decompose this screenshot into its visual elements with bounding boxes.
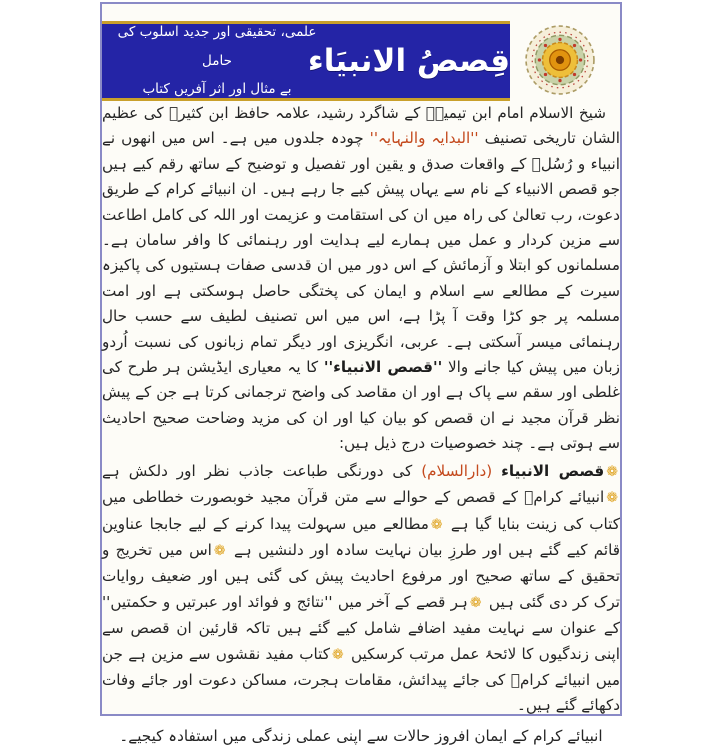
book-page [100,2,622,745]
book-name-qasas: ''قصص الانبیاء'' [323,358,443,377]
subtitle-line-1: علمی، تحقیقی اور جدید اسلوب کی حامل [117,24,317,69]
book-subtitle [102,18,332,103]
feature-2-text: انبیائے کرامؑ کے قصص کے حوالے سے متن قرآن مجید خوبصورت خطاطی میں کتاب کی زینت بنایا گیا ہے [102,488,621,533]
flower-bullet-icon: ❁ [331,646,344,663]
intro-paragraph [102,101,620,457]
intro-text-1: شیخ الاسلام امام ابن تیمیہؒ کے شاگرد رشید، علامہ حافظ ابن کثیرؒ کی عظیم الشان تاریخی تصنیف [102,104,620,148]
header-banner [102,21,510,101]
flower-medallion-icon [524,24,596,96]
flower-bullet-icon: ❁ [606,490,618,507]
intro-text-3: کا یہ معیاری ایڈیشن ہر طرح کی غلطی اور سقم سے پاک ہے اور ان مقاصد کی واضح ترجمانی کرتا ہے جن کے پیش نظر قرآن مجید نے ان قصص کو بیان کیا اور ان کی مزید وضاحت صحیح احادیث سے ہوتی ہے۔ چند خصوصیات درج ذیل ہیں: [102,358,620,453]
feature-1-text: کی دورنگی طباعت جاذب نظر اور دلکش ہے [102,461,413,480]
feature-3-text: مطالعے میں سہولت پیدا کرنے کے لیے جابجا عناوین قائم کیے گئے ہیں اور طرزِ بیان نہایت سادہ اور دلنشیں ہے [102,514,620,559]
flower-bullet-icon: ❁ [606,463,618,480]
header-banner-row [102,21,620,101]
flower-bullet-icon: ❁ [430,516,443,533]
flower-bullet-icon: ❁ [213,542,226,559]
feature-4-text: اس میں تخریج و تحقیق کے ساتھ صحیح اور مرفوع احادیث پیش کی گئی ہیں اور ضعیف روایات ترک کر دی گئی ہیں [102,540,620,611]
intro-text-2: چودہ جلدوں میں ہے۔ اس میں انھوں نے انبیاء و رُسُلؑ کے واقعات صدق و یقین اور تفصیل و توضیح کے ساتھ رقم کیے ہیں جو قصص الانبیاء کے نام سے یہاں پیش کیے جا رہے ہیں۔ ان انبیائے کرام کے طریق دعوت، رب تعالیٰ کی راہ میں ان کی استقامت و عزیمت اور اللہ کی کامل اطاعت سے مزین کردار و عمل میں ہمارے لیے ہدایت اور رہنمائی کا وافر سامان ہے۔ مسلمانوں کو ابتلا و آزمائش کے اس دور میں ان قدسی صفات ہستیوں کی پاکیزہ سیرت کے مطالعے سے اسلام و ایمان کی پختگی حاصل ہوسکتی ہے اور امت مسلمہ پر جو کڑا وقت آ پڑا ہے، اس میں اس تصنیف لطیف سے حسب حال رہنمائی میسر آسکتی ہے۔ عربی، انگریزی اور دیگر تمام زبانوں کی نسبت اُردو زبان میں پیش کیا جانے والا [102,129,620,377]
closing-line: انبیائے کرام کے ایمان افروز حالات سے اپنی عملی زندگی میں استفادہ کیجیے۔ [119,726,603,745]
book-title: قِصصُ الانبیَاء [307,43,510,79]
features-paragraph [102,459,620,719]
flower-bullet-icon: ❁ [469,594,482,611]
feature-1-bold: قصص الانبیاء [501,461,605,480]
feature-6-text: کتاب مفید نقشوں سے مزین ہے جن میں انبیائے کرامؑ کی جائے پیدائش، مقامات ہجرت، مساکن دعوت اور جائے وفات دکھائے گئے ہیں۔ [102,644,620,715]
book-name-albidaya: ''البدایہ والنہایہ'' [369,129,479,148]
feature-5-text: ہر قصے کے آخر میں ''نتائج و فوائد اور عبرتیں و حکمتیں'' کے عنوان سے نہایت مفید اضافے شامل کیے گئے ہیں تاکہ قارئین ان قصص سے اپنی زندگیوں کا لائحۂ عمل مرتب کرسکیں [102,592,620,663]
subtitle-line-2: بے مثال اور اثر آفریں کتاب [142,81,292,98]
publisher-name-red: (دارالسلام) [412,461,502,480]
